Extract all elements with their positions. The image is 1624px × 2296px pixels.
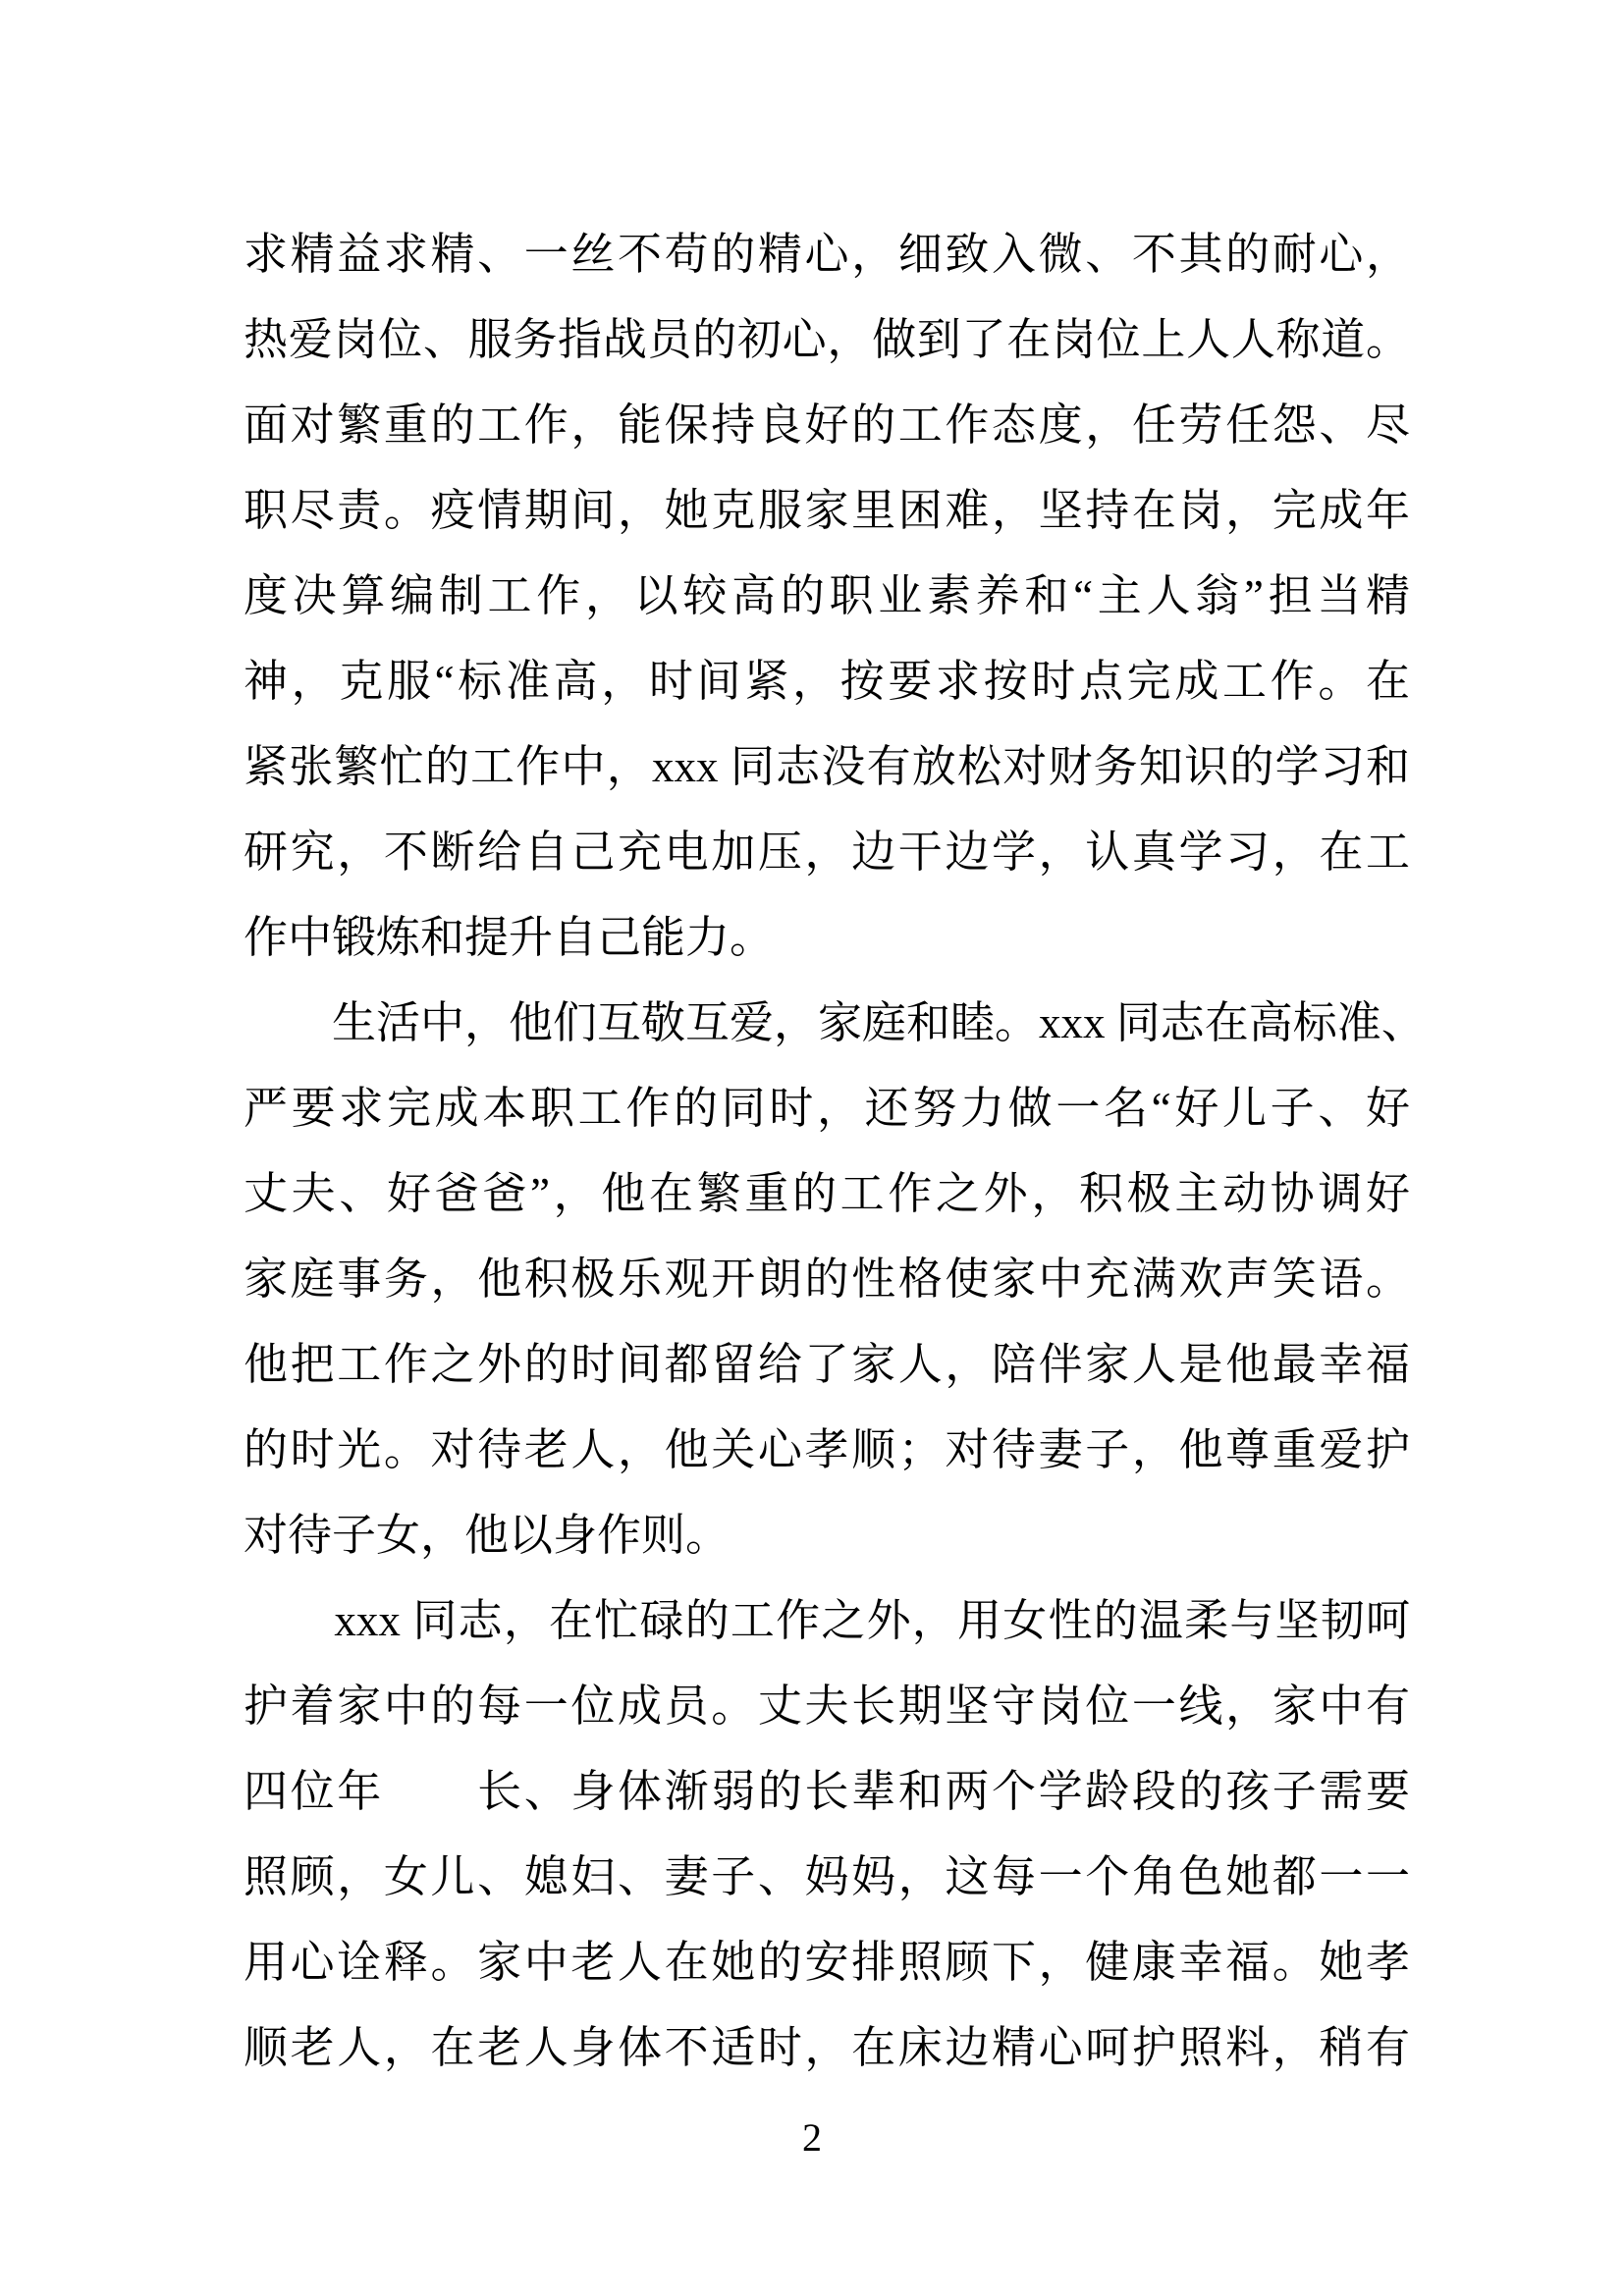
- text-line: 严要求完成本职工作的同时，还努力做一名“好儿子、好: [244, 1084, 1410, 1133]
- text-line: 职尽责。疫情期间，她克服家里困难，坚持在岗，完成年: [244, 486, 1410, 535]
- text-line: 家庭事务，他积极乐观开朗的性格使家中充满欢声笑语。: [244, 1255, 1410, 1304]
- document-body: [244, 212, 1426, 2091]
- text-line: 丈夫、好爸爸”，他在繁重的工作之外，积极主动协调好: [244, 1169, 1410, 1218]
- text-line: 他把工作之外的时间都留给了家人，陪伴家人是他最幸福: [244, 1340, 1410, 1389]
- text-line: 用心诠释。家中老人在她的安排照顾下，健康幸福。她孝: [244, 1938, 1410, 1987]
- text-line: 四位年 长、身体渐弱的长辈和两个学龄段的孩子需要: [244, 1767, 1410, 1816]
- text-line-paragraph-start: xxx 同志，在忙碌的工作之外，用女性的温柔与坚韧呵: [244, 1596, 1410, 1645]
- text-line: 求精益求精、一丝不苟的精心，细致入微、不其的耐心，: [244, 230, 1410, 279]
- page-number: 2: [802, 2115, 822, 2160]
- text-line: 研究，不断给自己充电加压，边干边学，认真学习，在工: [244, 828, 1410, 877]
- text-line: 神，克服“标准高，时间紧，按要求按时点完成工作。在: [244, 657, 1410, 706]
- text-line: 护着家中的每一位成员。丈夫长期坚守岗位一线，家中有: [244, 1682, 1410, 1731]
- text-line: 度决算编制工作，以较高的职业素养和“主人翁”担当精: [244, 571, 1410, 620]
- text-line: 顺老人，在老人身体不适时，在床边精心呵护照料，稍有: [244, 2023, 1410, 2072]
- text-line-paragraph-end: 作中锻炼和提升自己能力。: [244, 913, 775, 962]
- text-line-paragraph-start: 生活中，他们互敬互爱，家庭和睦。xxx 同志在高标准、: [244, 998, 1426, 1047]
- text-line: 热爱岗位、服务指战员的初心，做到了在岗位上人人称道。: [244, 315, 1410, 364]
- text-line: 面对繁重的工作，能保持良好的工作态度，任劳任怨、尽: [244, 400, 1410, 450]
- text-line: 照顾，女儿、媳妇、妻子、妈妈，这每一个角色她都一一: [244, 1852, 1410, 1901]
- text-line: 的时光。对待老人，他关心孝顺；对待妻子，他尊重爱护: [244, 1425, 1410, 1474]
- text-line-paragraph-end: 对待子女，他以身作则。: [244, 1511, 731, 1560]
- text-line: 紧张繁忙的工作中，xxx 同志没有放松对财务知识的学习和: [244, 742, 1410, 791]
